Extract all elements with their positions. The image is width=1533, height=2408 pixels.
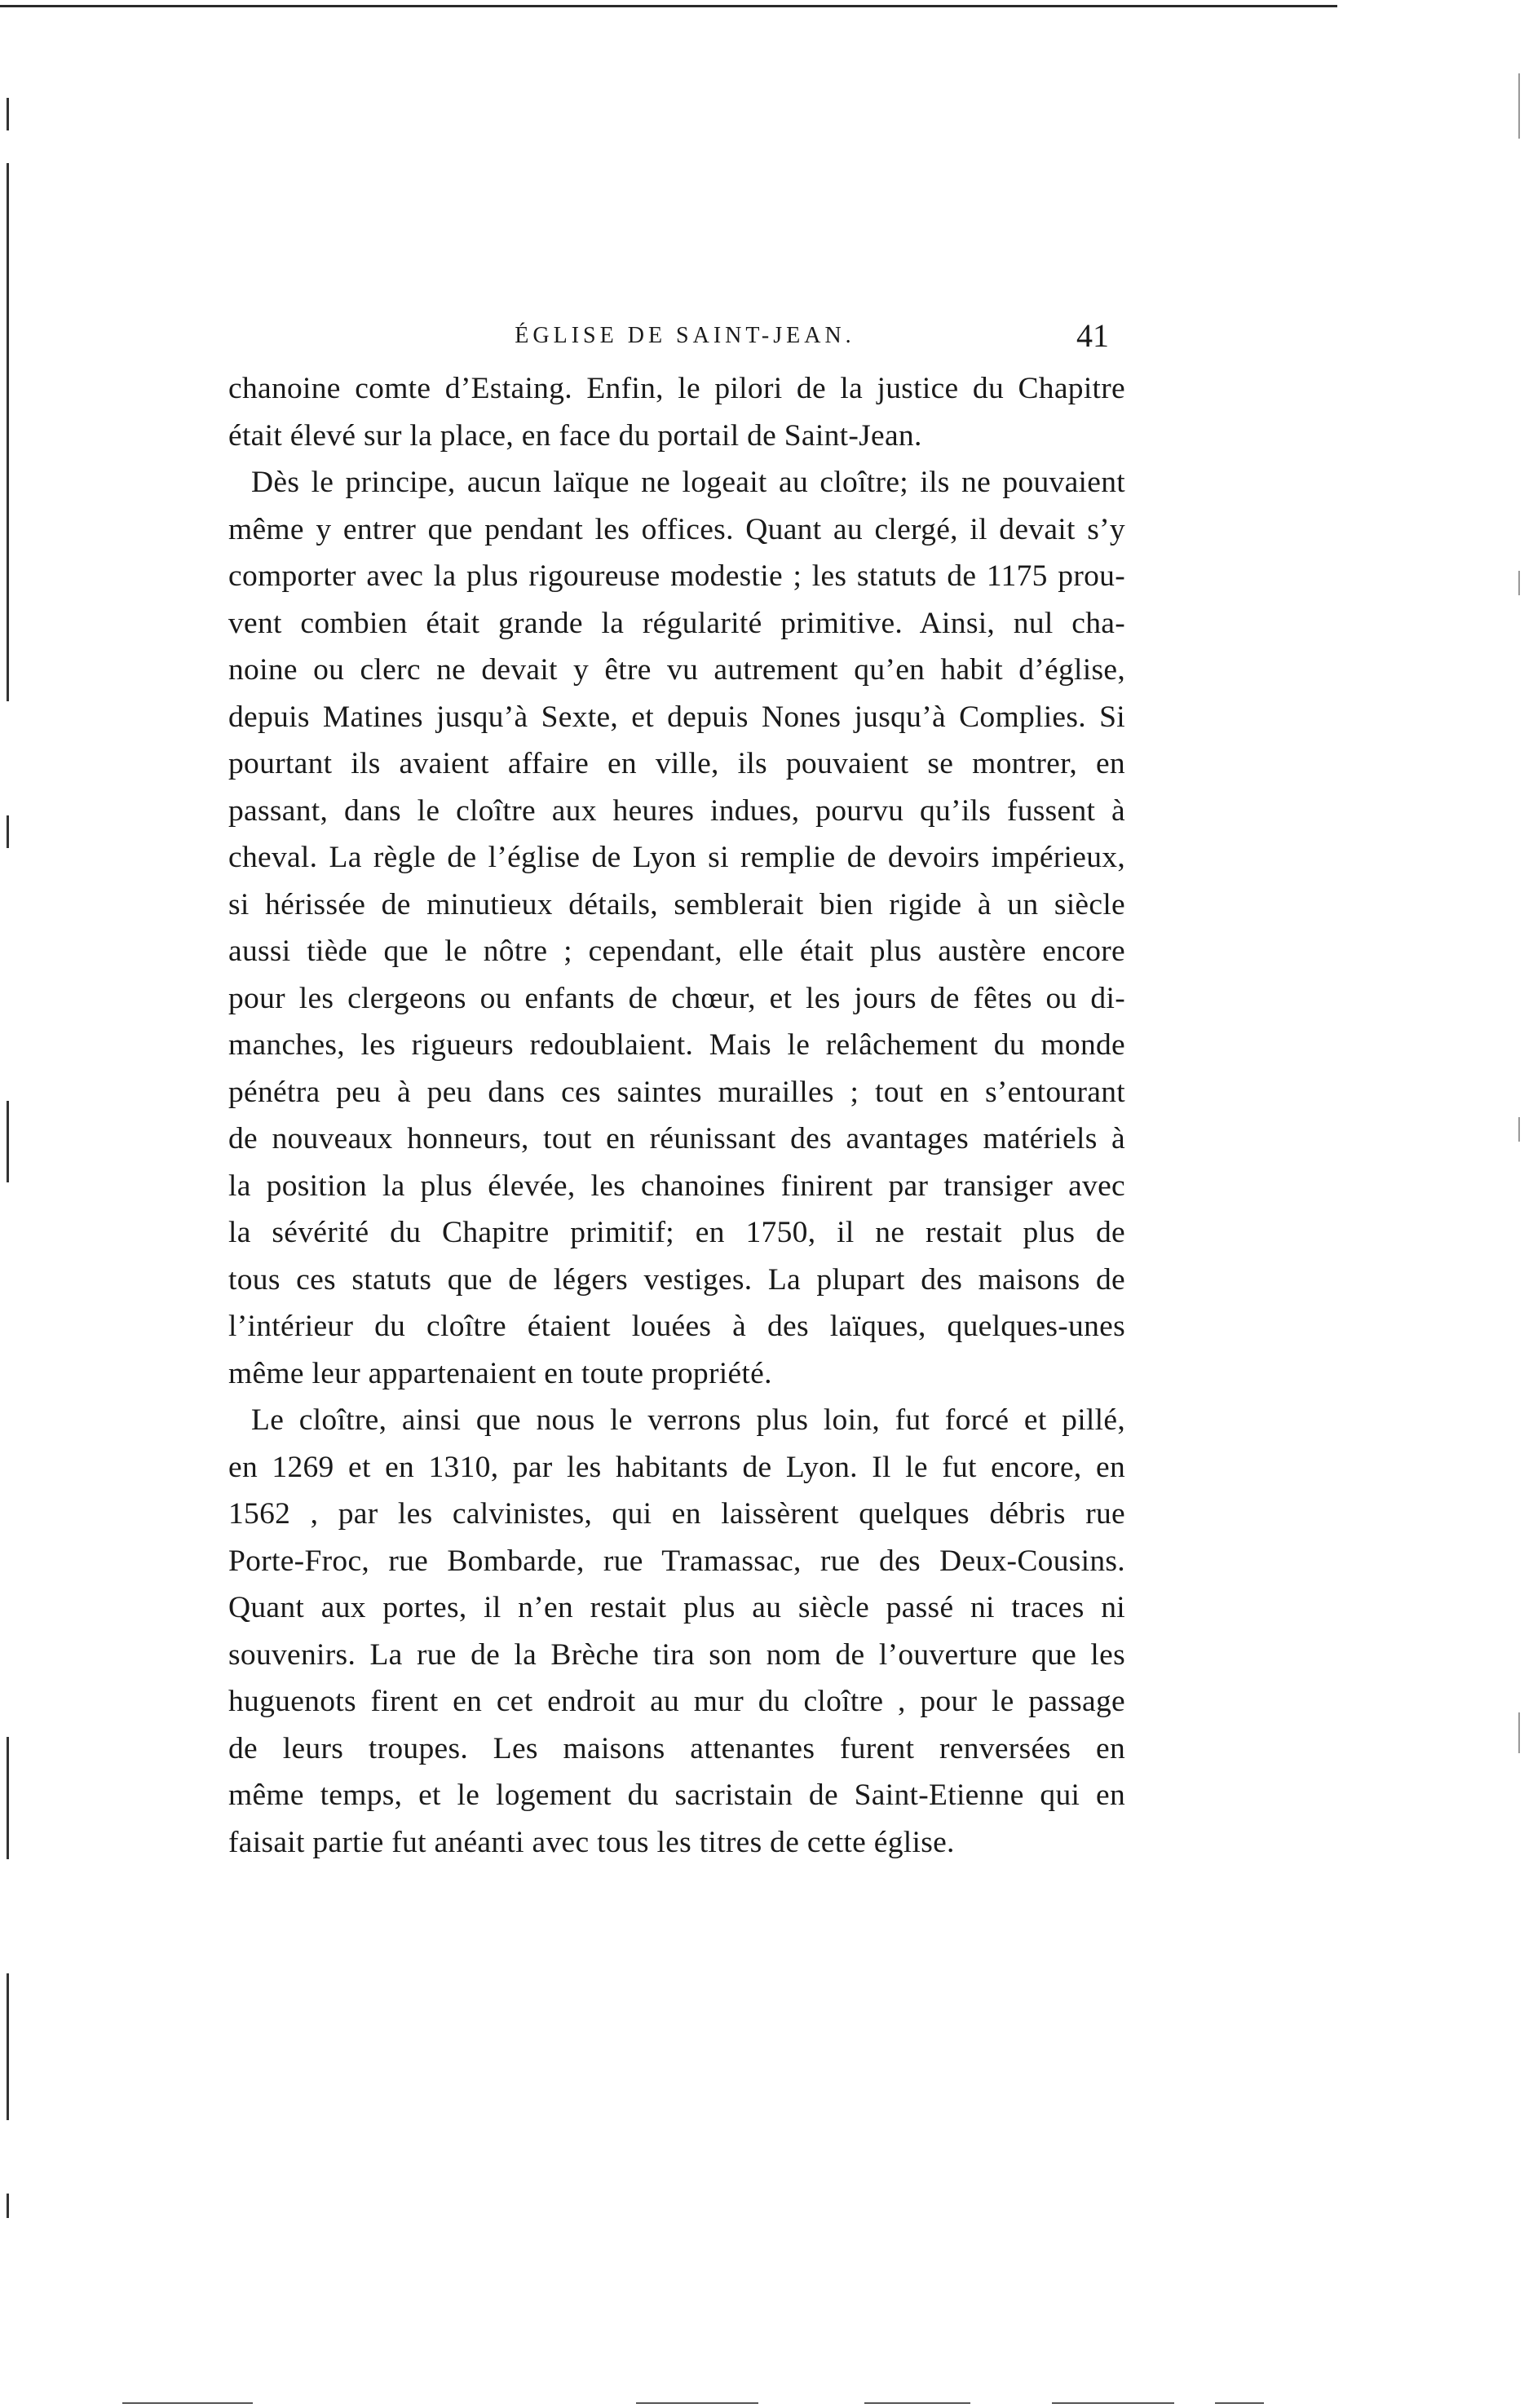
text-line: Porte-Froc, rue Bombarde, rue Tramassac, rue des Deux-Cousins. (228, 1544, 1125, 1578)
bottom-border-rule (1052, 2402, 1174, 2404)
text-line: en 1269 et en 1310, par les habitants de Lyon. Il le fut encore, en (228, 1450, 1125, 1484)
text-line: depuis Matines jusqu’à Sexte, et depuis Nones jusqu’à Complies. Si (228, 700, 1125, 734)
right-margin-mark (1518, 1712, 1520, 1753)
right-margin-mark (1518, 73, 1520, 139)
left-margin-mark (7, 163, 9, 701)
bottom-border-rule (864, 2402, 970, 2404)
text-line: pénétra peu à peu dans ces saintes murailles ; tout en s’entourant (228, 1075, 1125, 1109)
left-margin-mark (7, 1101, 9, 1182)
right-margin-mark (1518, 1117, 1520, 1142)
bottom-border-rule (636, 2402, 758, 2404)
text-line: l’intérieur du cloître étaient louées à des laïques, quelques-unes (228, 1310, 1125, 1343)
text-line: noine ou clerc ne devait y être vu autrement qu’en habit d’église, (228, 653, 1125, 687)
left-margin-mark (7, 1973, 9, 2120)
right-margin-mark (1518, 571, 1520, 595)
bottom-border-rule (1215, 2402, 1264, 2404)
bottom-border-rule (122, 2402, 253, 2404)
body-text (228, 365, 1125, 1866)
text-line: la sévérité du Chapitre primitif; en 1750, il ne restait plus de (228, 1216, 1125, 1249)
text-line: faisait partie fut anéanti avec tous les titres de cette église. (228, 1825, 955, 1859)
text-line: Quant aux portes, il n’en restait plus au siècle passé ni traces ni (228, 1591, 1125, 1624)
text-line: chanoine comte d’Estaing. Enfin, le pilori de la justice du Chapitre (228, 372, 1125, 405)
text-line: de leurs troupes. Les maisons attenantes furent renversées en (228, 1731, 1125, 1765)
text-line: passant, dans le cloître aux heures indues, pourvu qu’ils fussent à (228, 793, 1125, 828)
text-line: pour les clergeons ou enfants de chœur, et les jours de fêtes ou di- (228, 981, 1125, 1015)
text-line: de nouveaux honneurs, tout en réunissant des avantages matériels à (228, 1122, 1125, 1155)
running-title: ÉGLISE DE SAINT-JEAN. (515, 323, 855, 348)
running-head (236, 316, 1133, 365)
text-line: tous ces statuts que de légers vestiges. La plupart des maisons de (228, 1262, 1125, 1297)
text-line: si hérissée de minutieux détails, semblerait bien rigide à un siècle (228, 887, 1125, 921)
text-line: pourtant ils avaient affaire en ville, ils pouvaient se montrer, en (228, 747, 1125, 780)
text-line: aussi tiède que le nôtre ; cependant, elle était plus austère encore (228, 934, 1125, 968)
text-line: souvenirs. La rue de la Brèche tira son nom de l’ouverture que les (228, 1637, 1125, 1672)
top-border-rule (0, 5, 1337, 7)
text-line: manches, les rigueurs redoublaient. Mais le relâchement du monde (228, 1028, 1125, 1062)
left-margin-mark (7, 1737, 9, 1859)
text-line: même y entrer que pendant les offices. Quant au clergé, il devait s’y (228, 512, 1125, 546)
text-line: cheval. La règle de l’église de Lyon si remplie de devoirs impérieux, (228, 841, 1125, 874)
left-margin-mark (7, 98, 9, 130)
text-line: Le cloître, ainsi que nous le verrons plus loin, fut forcé et pillé, (251, 1403, 1125, 1437)
left-margin-mark (7, 815, 9, 848)
text-line: même leur appartenaient en toute propriété. (228, 1356, 772, 1390)
left-margin-mark (7, 2194, 9, 2218)
text-line: Dès le principe, aucun laïque ne logeait au cloître; ils ne pouvaient (251, 466, 1125, 499)
text-line: était élevé sur la place, en face du portail de Saint-Jean. (228, 418, 922, 453)
text-line: la position la plus élevée, les chanoines finirent par transiger avec (228, 1169, 1125, 1203)
page-number: 41 (1076, 317, 1109, 354)
text-line: 1562 , par les calvinistes, qui en laissèrent quelques débris rue (228, 1497, 1125, 1531)
text-line: huguenots firent en cet endroit au mur du cloître , pour le passage (228, 1685, 1125, 1718)
text-line: vent combien était grande la régularité primitive. Ainsi, nul cha- (228, 606, 1125, 640)
text-line: comporter avec la plus rigoureuse modestie ; les statuts de 1175 prou- (228, 559, 1125, 593)
text-line: même temps, et le logement du sacristain de Saint-Etienne qui en (228, 1778, 1125, 1812)
